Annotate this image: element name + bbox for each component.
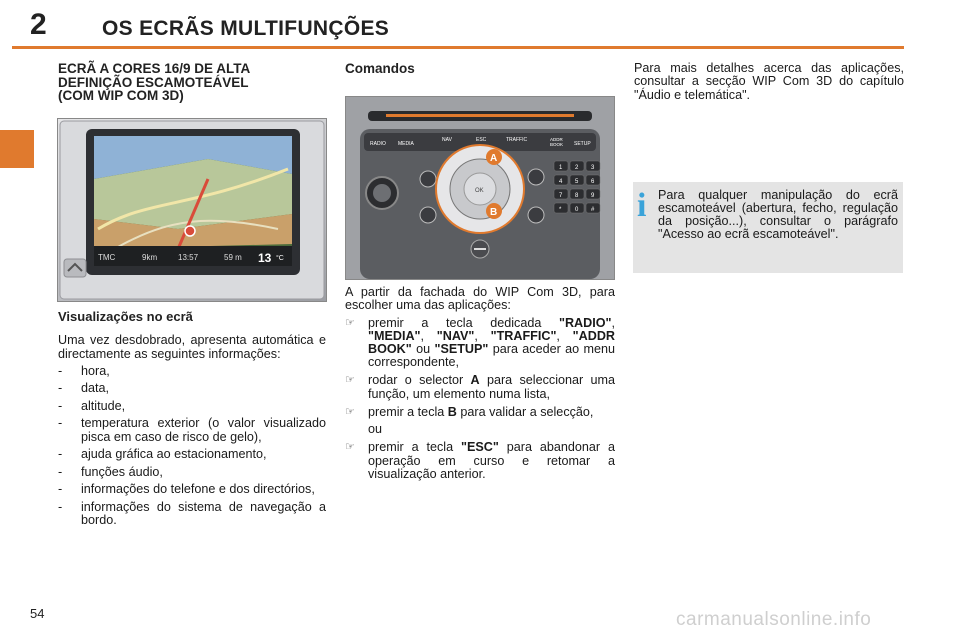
display-list (58, 365, 326, 527)
display-section (58, 310, 326, 531)
screen-tmc: TMC (98, 253, 116, 262)
control-panel-photo (345, 96, 615, 280)
screen-temperature: 13 (258, 251, 272, 265)
list-item: - informações do sistema de navegação a bordo. (58, 501, 326, 528)
step-item: ☞ premir a tecla "ESC" para abandonar a operação em curso e retomar a visualização anterior. (345, 440, 616, 481)
pointing-hand-icon: ☞ (345, 374, 355, 387)
display-intro: Uma vez desdobrado, apresenta automática e directamente as seguintes informações: (58, 333, 326, 361)
keypad-key: 5 (575, 179, 579, 185)
chapter-number: 2 (30, 8, 47, 41)
list-item: - funções áudio, (58, 466, 326, 479)
pointing-hand-icon: ☞ (345, 316, 355, 329)
list-item: - hora, (58, 365, 326, 378)
radio-key: RADIO (370, 141, 386, 147)
commands-heading: Comandos (345, 61, 415, 76)
nav-key: NAV (442, 137, 452, 143)
right-column (634, 62, 904, 102)
keypad-key: 3 (591, 165, 595, 171)
list-item: - ajuda gráfica ao estacionamento, (58, 448, 326, 461)
screen-temp-unit: °C (276, 255, 284, 262)
addr-key-line2: BOOK (550, 142, 564, 147)
list-item: - data, (58, 382, 326, 395)
screen-illustration (58, 119, 326, 301)
step-item: ☞ premir a tecla B para validar a selecção, (345, 404, 594, 419)
list-item: - temperatura exterior (o valor visualizado pisca em caso de risco de gelo), (58, 417, 326, 444)
left-column (58, 62, 326, 103)
keypad-key: 9 (591, 193, 595, 199)
keypad-key: 4 (559, 179, 563, 185)
info-box (633, 182, 903, 273)
step-item: ☞ rodar o selector A para seleccionar uma função, um elemento numa lista, (345, 373, 616, 401)
control-panel-illustration (346, 97, 614, 279)
commands-steps (345, 317, 615, 482)
addr-key-line1: ADDR (550, 137, 563, 142)
screen-time: 13:57 (178, 253, 199, 262)
keypad-key: # (591, 207, 595, 213)
screen-section-heading: ECRÃ A CORES 16/9 DE ALTA DEFINIÇÃO ESCAMOTEÁVEL (COM WIP COM 3D) (58, 61, 251, 103)
list-item: - informações do telefone e dos directórios, (58, 483, 326, 496)
esc-key: ESC (476, 137, 487, 143)
info-text: Para qualquer manipulação do ecrã escamoteável (abertura, fecho, regulação da posição...), consultar o parágrafo "Acesso ao ecrã escamoteável". (658, 188, 898, 242)
chapter-side-tab (0, 130, 34, 168)
keypad-key: 7 (559, 193, 563, 199)
media-key: MEDIA (398, 141, 414, 147)
label-a: A (490, 153, 498, 164)
screen-distance-2: 59 m (224, 253, 242, 262)
screen-photo (57, 118, 327, 302)
list-item: - altitude, (58, 400, 326, 413)
page-number: 54 (30, 606, 45, 621)
ok-key: OK (475, 188, 484, 194)
display-subheading: Visualizações no ecrã (58, 309, 193, 324)
commands-section (345, 286, 615, 486)
details-note: Para mais detalhes acerca das aplicações, consultar a secção WIP Com 3D do capítulo "Áudio e telemática". (634, 61, 904, 102)
traffic-key: TRAFFIC (506, 137, 528, 143)
step-item: ☞ premir a tecla dedicada "RADIO", "MEDIA", "NAV", "TRAFFIC", "ADDR BOOK" ou "SETUP" para aceder ao menu correspondente, (345, 315, 616, 370)
keypad-key: 2 (575, 165, 579, 171)
or-line: ou (368, 422, 383, 437)
middle-column (345, 62, 615, 76)
pointing-hand-icon: ☞ (345, 405, 355, 418)
pointing-hand-icon: ☞ (345, 441, 355, 454)
info-icon: i (637, 187, 647, 224)
keypad-key: * (559, 207, 562, 213)
keypad-key: 0 (575, 207, 579, 213)
header-rule (12, 46, 904, 49)
keypad-key: 6 (591, 179, 595, 185)
screen-distance: 9km (142, 253, 158, 262)
commands-intro: A partir da fachada do WIP Com 3D, para escolher uma das aplicações: (345, 285, 615, 313)
watermark: carmanualsonline.info (676, 609, 872, 630)
label-b: B (490, 207, 498, 218)
setup-key: SETUP (574, 141, 591, 147)
keypad-key: 8 (575, 193, 579, 199)
keypad-key: 1 (559, 165, 563, 171)
chapter-title: OS ECRÃS MULTIFUNÇÕES (102, 17, 390, 40)
